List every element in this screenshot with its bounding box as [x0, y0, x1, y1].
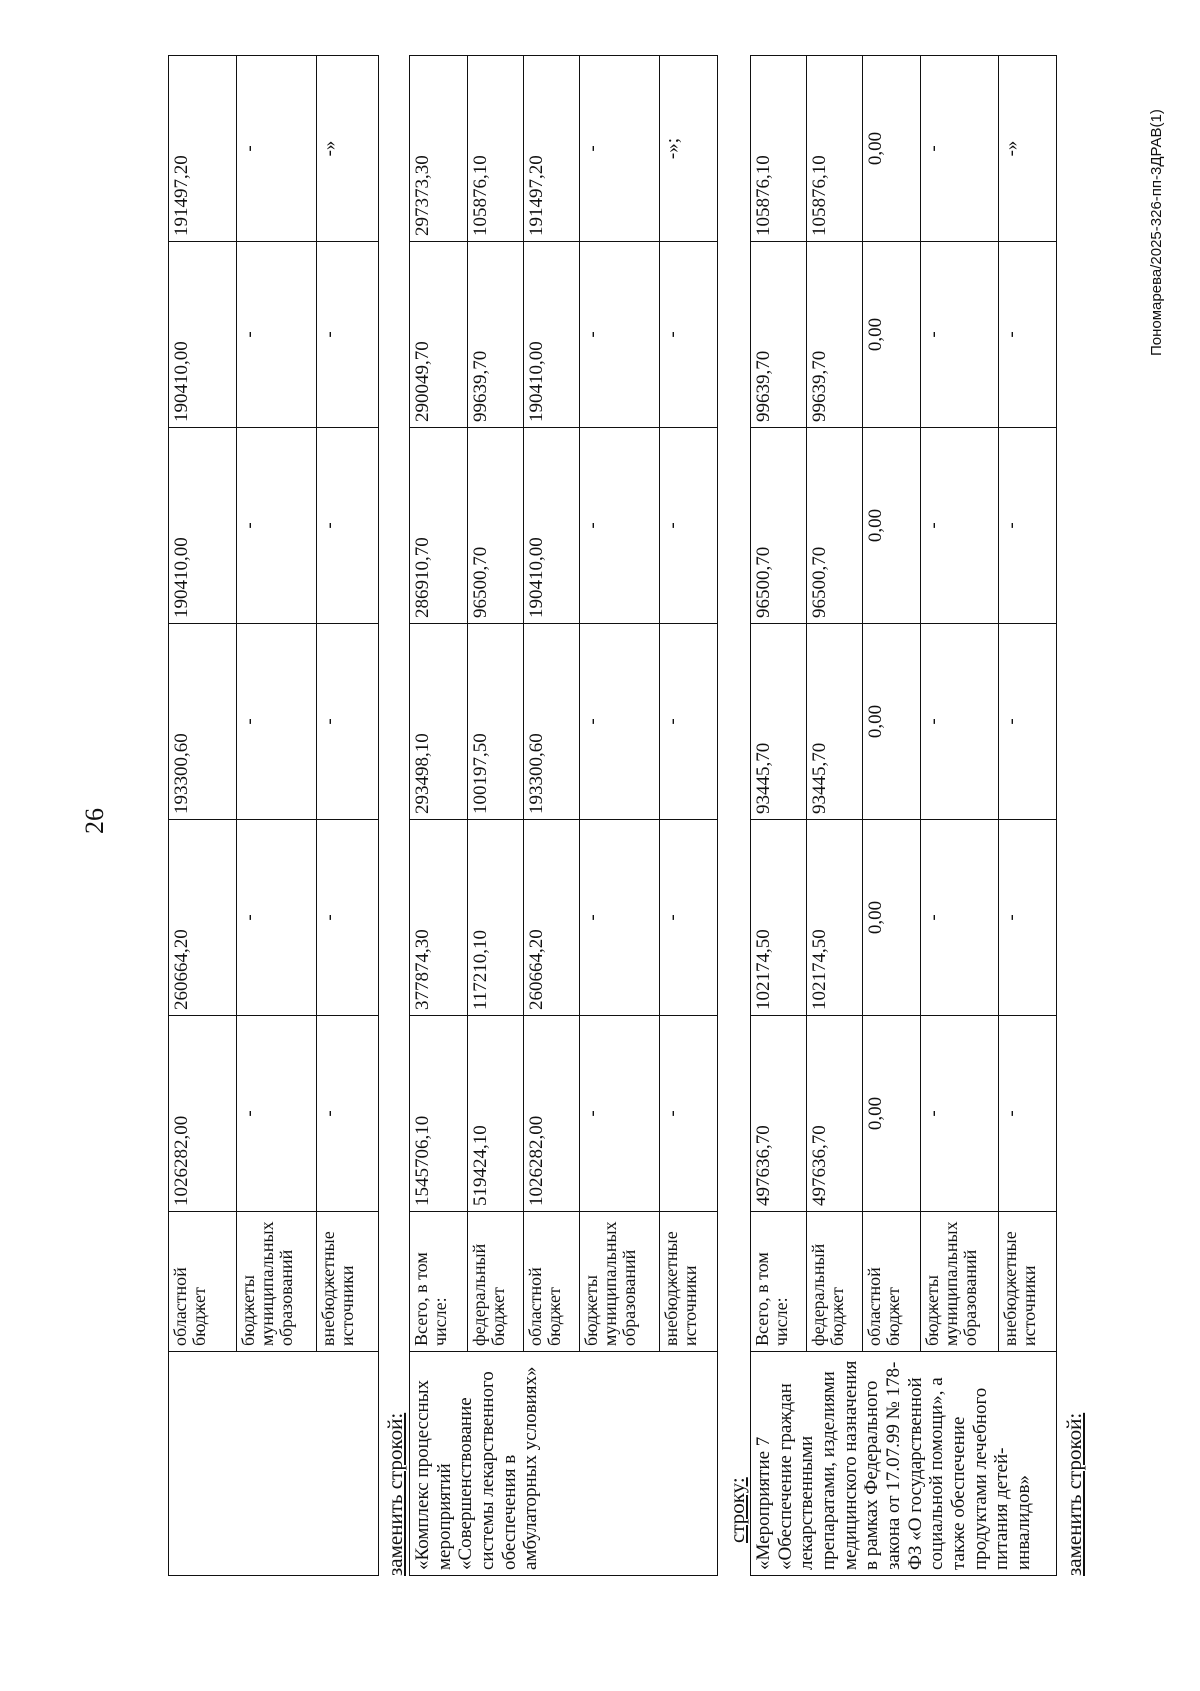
table-complex-measures	[409, 55, 718, 1576]
value-cell: 0,00	[863, 1016, 921, 1212]
table-row	[863, 56, 921, 1576]
value-cell: -	[580, 624, 660, 820]
value-cell: 193300,60	[524, 624, 580, 820]
value-cell: -	[237, 624, 317, 820]
replace-heading-1: заменить строкой:	[383, 1412, 407, 1576]
table-row	[660, 56, 718, 1576]
value-cell: 99639,70	[807, 242, 863, 428]
value-cell: -	[660, 242, 718, 428]
source-cell: бюджеты муниципальных образований	[580, 1212, 660, 1352]
value-cell: 105876,10	[751, 56, 807, 242]
value-cell: -	[237, 428, 317, 624]
value-cell: -»	[999, 56, 1057, 242]
table-row	[921, 56, 999, 1576]
value-cell: -	[921, 242, 999, 428]
value-cell: 1026282,00	[169, 1016, 237, 1212]
source-cell: областной бюджет	[524, 1212, 580, 1352]
value-cell: 0,00	[863, 428, 921, 624]
source-cell: внебюджетные источники	[999, 1212, 1057, 1352]
source-cell: федеральный бюджет	[807, 1212, 863, 1352]
empty-name-cell	[169, 1352, 379, 1576]
value-cell: -	[999, 428, 1057, 624]
replace-heading-2: заменить строкой:	[1062, 1412, 1086, 1576]
value-cell: -	[921, 820, 999, 1016]
value-cell: 1026282,00	[524, 1016, 580, 1212]
table-row	[524, 56, 580, 1576]
value-cell: 0,00	[863, 242, 921, 428]
source-cell: областной бюджет	[863, 1212, 921, 1352]
value-cell: -	[921, 56, 999, 242]
table-row	[999, 56, 1057, 1576]
table-row	[317, 56, 379, 1576]
source-cell: внебюджетные источники	[660, 1212, 718, 1352]
footer-code: Пономарева/2025-326-пп-3ДРАВ(1)	[1148, 109, 1165, 356]
value-cell: -	[580, 428, 660, 624]
value-cell: -	[660, 820, 718, 1016]
table-continuation	[168, 55, 379, 1576]
value-cell: -	[921, 624, 999, 820]
value-cell: 260664,20	[524, 820, 580, 1016]
value-cell: -	[999, 242, 1057, 428]
value-cell: 293498,10	[410, 624, 468, 820]
source-cell: областной бюджет	[169, 1212, 237, 1352]
value-cell: -»;	[660, 56, 718, 242]
value-cell: 117210,10	[468, 820, 524, 1016]
value-cell: -	[921, 428, 999, 624]
value-cell: 93445,70	[807, 624, 863, 820]
value-cell: 99639,70	[751, 242, 807, 428]
page-number: 26	[80, 808, 109, 834]
value-cell: 99639,70	[468, 242, 524, 428]
value-cell: -	[660, 624, 718, 820]
table-row	[468, 56, 524, 1576]
value-cell: 96500,70	[751, 428, 807, 624]
value-cell: -	[317, 820, 379, 1016]
source-cell: бюджеты муниципальных образований	[237, 1212, 317, 1352]
value-cell: 190410,00	[524, 242, 580, 428]
measure-name-cell: «Комплекс процессных мероприятий «Совершенствование системы лекарственного обеспечения в амбулаторных условиях»	[410, 1352, 718, 1576]
value-cell: 260664,20	[169, 820, 237, 1016]
value-cell: 191497,20	[524, 56, 580, 242]
value-cell: 497636,70	[751, 1016, 807, 1212]
value-cell: 0,00	[863, 56, 921, 242]
value-cell: 0,00	[863, 820, 921, 1016]
value-cell: 0,00	[863, 624, 921, 820]
value-cell: 190410,00	[524, 428, 580, 624]
table-row	[807, 56, 863, 1576]
value-cell: -	[580, 56, 660, 242]
value-cell: -	[580, 820, 660, 1016]
value-cell: 105876,10	[468, 56, 524, 242]
value-cell: 377874,30	[410, 820, 468, 1016]
table-row	[580, 56, 660, 1576]
value-cell: -	[237, 56, 317, 242]
value-cell: 100197,50	[468, 624, 524, 820]
value-cell: 286910,70	[410, 428, 468, 624]
table-row	[410, 56, 468, 1576]
value-cell: -	[317, 428, 379, 624]
table-row	[237, 56, 317, 1576]
value-cell: 497636,70	[807, 1016, 863, 1212]
value-cell: -»	[317, 56, 379, 242]
measure-name-cell: «Мероприятие 7 «Обеспечение граждан лекарственными препаратами, изделиями медицинского назначения в рамках Федерального закона от 17.07.99 № 178-ФЗ «О государственной социальной помощи», а также обеспечение продуктами лечебного питания детей-инвалидов»	[751, 1352, 1057, 1576]
value-cell: 290049,70	[410, 242, 468, 428]
value-cell: 519424,10	[468, 1016, 524, 1212]
value-cell: 191497,20	[169, 56, 237, 242]
value-cell: -	[237, 242, 317, 428]
value-cell: 190410,00	[169, 242, 237, 428]
value-cell: 105876,10	[807, 56, 863, 242]
source-cell: Всего, в том числе:	[751, 1212, 807, 1352]
table-row	[169, 56, 237, 1576]
source-cell: федеральный бюджет	[468, 1212, 524, 1352]
value-cell: -	[580, 242, 660, 428]
value-cell: 96500,70	[468, 428, 524, 624]
value-cell: 193300,60	[169, 624, 237, 820]
value-cell: -	[921, 1016, 999, 1212]
value-cell: 93445,70	[751, 624, 807, 820]
value-cell: 102174,50	[807, 820, 863, 1016]
source-cell: внебюджетные источники	[317, 1212, 379, 1352]
table-measure-7	[750, 55, 1057, 1576]
value-cell: 297373,30	[410, 56, 468, 242]
value-cell: -	[999, 624, 1057, 820]
row-heading: строку:	[725, 1477, 749, 1543]
value-cell: -	[999, 1016, 1057, 1212]
source-cell: бюджеты муниципальных образований	[921, 1212, 999, 1352]
value-cell: -	[580, 1016, 660, 1212]
table-row	[751, 56, 807, 1576]
value-cell: -	[317, 624, 379, 820]
value-cell: 1545706,10	[410, 1016, 468, 1212]
value-cell: -	[660, 428, 718, 624]
value-cell: -	[237, 1016, 317, 1212]
value-cell: 190410,00	[169, 428, 237, 624]
value-cell: 102174,50	[751, 820, 807, 1016]
value-cell: 96500,70	[807, 428, 863, 624]
value-cell: -	[317, 1016, 379, 1212]
value-cell: -	[237, 820, 317, 1016]
value-cell: -	[999, 820, 1057, 1016]
source-cell: Всего, в том числе:	[410, 1212, 468, 1352]
value-cell: -	[317, 242, 379, 428]
value-cell: -	[660, 1016, 718, 1212]
